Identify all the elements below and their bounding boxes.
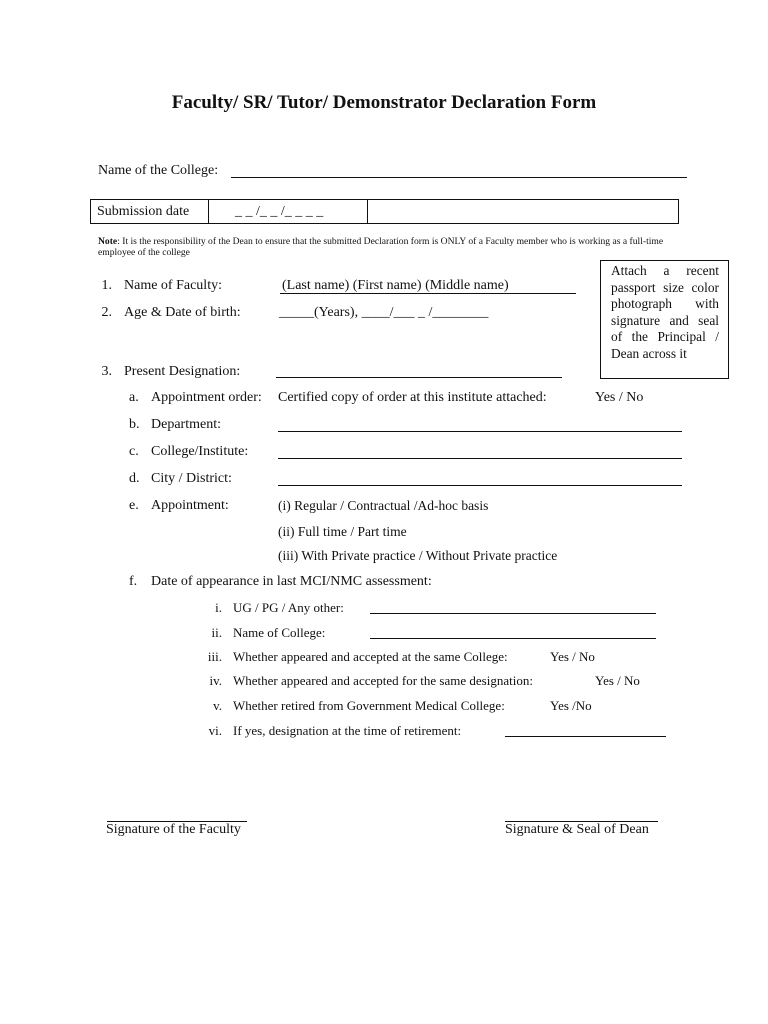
same-college-label: Whether appeared and accepted at the same College: [233,649,508,664]
faculty-name-underline [280,293,576,294]
college-name-field[interactable] [231,177,687,178]
same-designation-label: Whether appeared and accepted for the same designation: [233,673,533,688]
retirement-designation-field[interactable] [505,736,666,737]
sub-f-letter: f. [129,574,138,589]
sub-b-letter: b. [129,417,140,432]
college-name-label: Name of the College: [98,163,219,178]
assessment-college-label: Name of College: [233,625,326,640]
sub-e-letter: e. [129,498,139,513]
present-designation-field[interactable] [276,377,562,378]
submission-date-label: Submission date [91,200,209,223]
retired-yes-no[interactable]: Yes /No [550,698,592,713]
ug-pg-label: UG / PG / Any other: [233,600,344,615]
dean-signature-label: Signature & Seal of Dean [505,822,649,837]
appointment-order-text: Certified copy of order at this institute attached: [278,390,547,405]
sub-d-letter: d. [129,471,140,486]
roman-iii-number: iii. [207,649,222,664]
faculty-signature-label: Signature of the Faculty [106,822,241,837]
department-label: Department: [151,417,221,432]
present-designation-label: Present Designation: [124,364,241,379]
appointment-label: Appointment: [151,498,229,513]
appointment-order-label: Appointment order: [151,390,262,405]
sub-c-letter: c. [129,444,139,459]
passport-photo-box[interactable]: Attach a recent passport size color photograph with signature and seal of the Principal / Dean across it [600,260,729,379]
roman-v-number: v. [213,698,222,713]
q2-number: 2. [101,305,112,320]
retirement-designation-label: If yes, designation at the time of retirement: [233,723,462,738]
form-title: Faculty/ SR/ Tutor/ Demonstrator Declaration Form [171,92,597,113]
roman-ii-number: ii. [211,625,222,640]
college-institute-field[interactable] [278,458,682,459]
note-text: : It is the responsibility of the Dean to ensure that the submitted Declaration form is ONLY of a Faculty member who is working as a full-time employee of the college [98,236,664,258]
appointment-practice-option[interactable]: (iii) With Private practice / Without Private practice [278,548,558,563]
city-district-label: City / District: [151,471,232,486]
appointment-time-option[interactable]: (ii) Full time / Part time [278,524,407,539]
q3-number: 3. [101,364,112,379]
college-institute-label: College/Institute: [151,444,249,459]
same-college-yes-no[interactable]: Yes / No [550,649,595,664]
roman-i-number: i. [215,600,222,615]
sub-a-letter: a. [129,390,139,405]
assessment-date-label: Date of appearance in last MCI/NMC assessment: [151,574,432,589]
retired-label: Whether retired from Government Medical College: [233,698,505,713]
faculty-name-label: Name of Faculty: [124,278,222,293]
roman-iv-number: iv. [209,673,222,688]
appointment-basis-option[interactable]: (i) Regular / Contractual /Ad-hoc basis [278,498,489,513]
note-heading: Note [98,236,118,247]
ug-pg-field[interactable] [370,613,656,614]
assessment-college-field[interactable] [370,638,656,639]
same-designation-yes-no[interactable]: Yes / No [595,673,640,688]
submission-date-table [90,199,679,224]
submission-date-extra-cell[interactable] [368,200,678,223]
age-dob-field[interactable]: _____(Years), ____/___ _ /________ [279,305,489,320]
q1-number: 1. [101,278,112,293]
dean-note [98,236,688,258]
roman-vi-number: vi. [208,723,222,738]
department-field[interactable] [278,431,682,432]
age-dob-label: Age & Date of birth: [124,305,241,320]
submission-date-field[interactable]: _ _ /_ _ /_ _ _ _ [209,200,368,223]
faculty-name-field[interactable]: (Last name) (First name) (Middle name) [282,278,509,293]
appointment-order-yes-no[interactable]: Yes / No [595,390,644,405]
city-district-field[interactable] [278,485,682,486]
